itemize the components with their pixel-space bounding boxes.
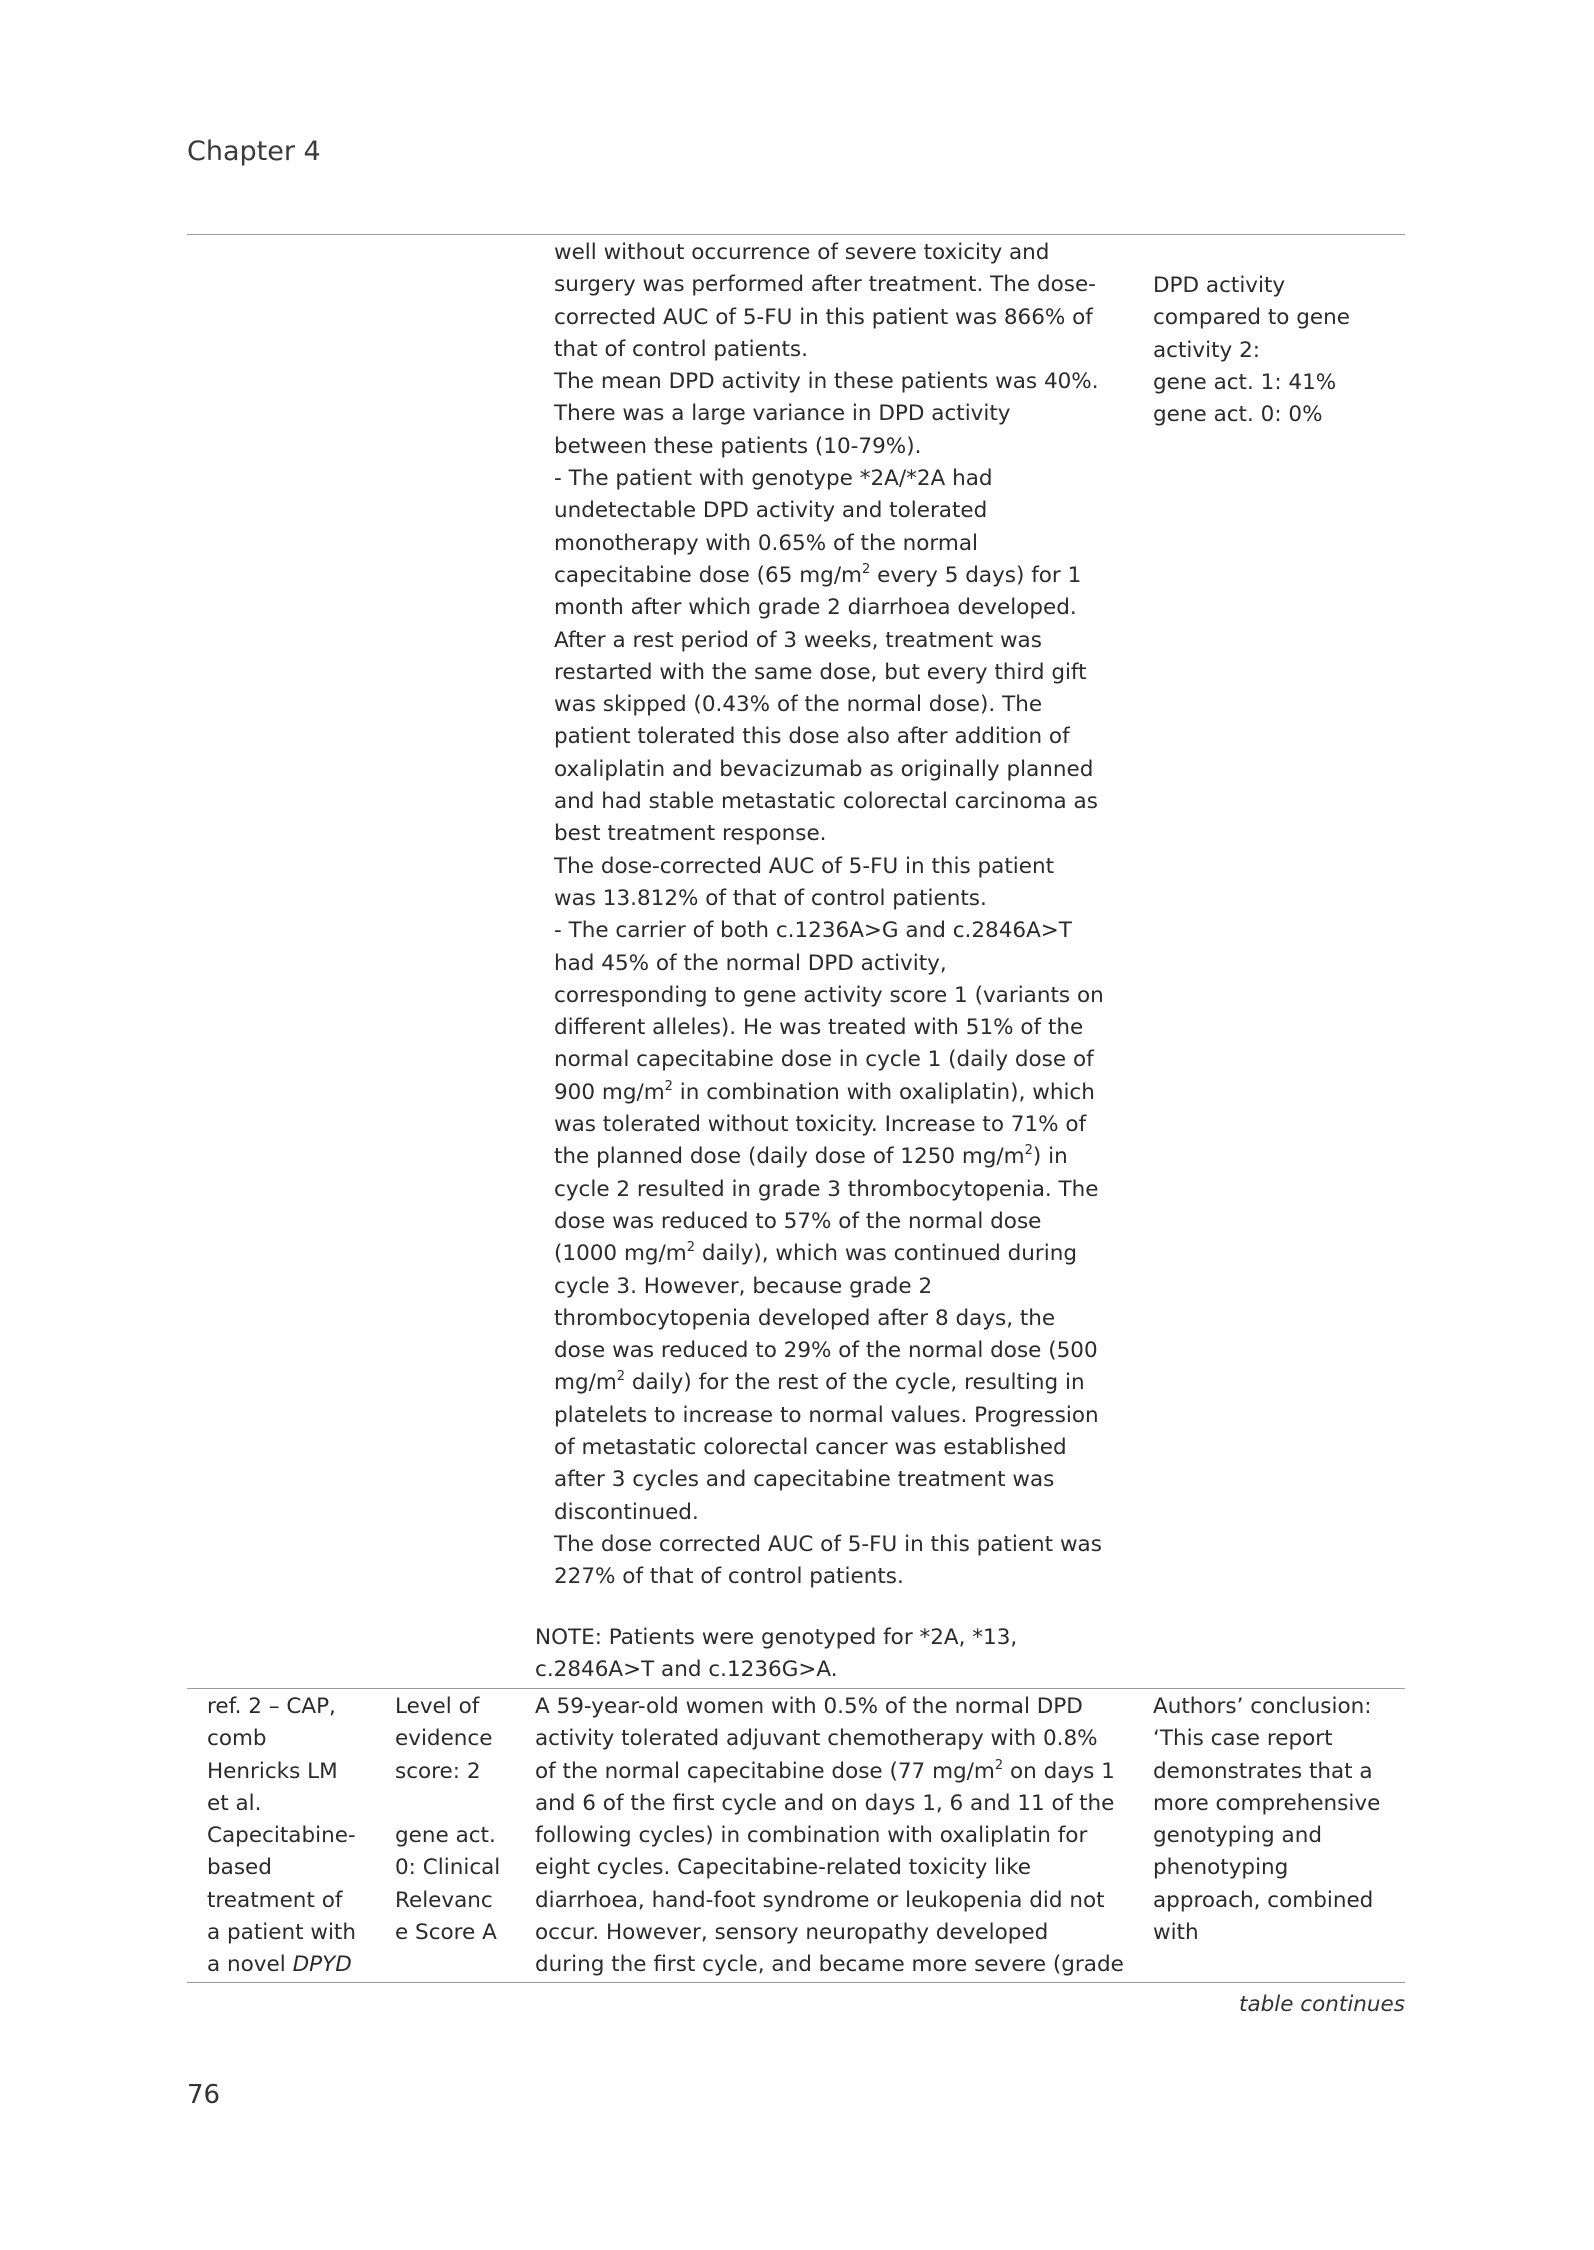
text-line: $mg/m^2$ daily) for the rest of the cycle, resulting in xyxy=(554,1369,1085,1396)
text-line: after 3 cycles and capecitabine treatment was xyxy=(554,1467,1055,1493)
text-line: month after which grade 2 diarrhoea developed. xyxy=(554,595,1077,621)
text-line: 227% of that of control patients. xyxy=(554,1564,904,1590)
text-line: Henricks LM xyxy=(207,1758,338,1784)
text-line: activity tolerated adjuvant chemotherapy with 0.8% xyxy=(535,1726,1098,1752)
text-line: comb xyxy=(207,1726,267,1752)
text-line: a patient with xyxy=(207,1920,356,1946)
text-line: of the normal capecitabine dose (77 $mg/m^2$ on days 1 xyxy=(535,1757,1115,1784)
text-line: patient tolerated this dose also after addition of xyxy=(554,724,1070,750)
text-line: and 6 of the first cycle and on days 1, 6 and 11 of the xyxy=(535,1790,1115,1816)
text-line: following cycles) in combination with oxaliplatin for xyxy=(535,1823,1088,1849)
text-line: discontinued. xyxy=(554,1499,699,1525)
text-line: capecitabine dose (65 $mg/m^2$ every 5 days) for 1 xyxy=(554,561,1082,588)
text-line: approach, combined xyxy=(1153,1887,1374,1913)
text-line: was skipped (0.43% of the normal dose). The xyxy=(554,692,1043,718)
row2-reference xyxy=(207,1691,356,1982)
text-line: - The patient with genotype *2A/*2A had xyxy=(554,466,993,492)
text-line: cycle 2 resulted in grade 3 thrombocytopenia. The xyxy=(554,1176,1099,1202)
text-line: gene act. 1: 41% xyxy=(1153,369,1337,395)
text-line: After a rest period of 3 weeks, treatment was xyxy=(554,627,1042,653)
row1-note xyxy=(535,1622,1017,1687)
text-line: was tolerated without toxicity. Increase to 71% of xyxy=(554,1112,1087,1138)
text-line: gene act. 0: 0% xyxy=(1153,402,1323,428)
text-line: based xyxy=(207,1855,272,1881)
page-number: 76 xyxy=(187,2080,221,2110)
text-line: A 59-year-old women with 0.5% of the normal DPD xyxy=(535,1694,1083,1719)
text-line: undetectable DPD activity and tolerated xyxy=(554,498,988,524)
text-line: - The carrier of both c.1236A>G and c.2846A>T xyxy=(554,918,1072,944)
row-divider-rule xyxy=(187,1688,1405,1689)
text-line: with xyxy=(1153,1920,1199,1946)
text-line: Capecitabine- xyxy=(207,1823,356,1849)
text-line: different alleles). He was treated with 51% of the xyxy=(554,1015,1084,1041)
text-line: well without occurrence of severe toxicity and xyxy=(554,240,1050,265)
text-line: platelets to increase to normal values. Progression xyxy=(554,1402,1099,1428)
text-line: ref. 2 – CAP, xyxy=(207,1694,336,1719)
text-line: activity 2: xyxy=(1153,337,1261,363)
table-top-rule xyxy=(187,234,1405,235)
text-line: oxaliplatin and bevacizumab as originally planned xyxy=(554,756,1094,782)
text-line: (1000 $mg/m^2$ daily), which was continued during xyxy=(554,1240,1077,1267)
text-line: Authors’ conclusion: xyxy=(1153,1694,1372,1719)
text-line: diarrhoea, hand-foot syndrome or leukopenia did not xyxy=(535,1887,1105,1913)
text-line: e Score A xyxy=(395,1920,497,1946)
text-line: et al. xyxy=(207,1790,262,1816)
text-line: the planned dose (daily dose of 1250 $mg/m^2$) in xyxy=(554,1143,1068,1170)
text-line: of metastatic colorectal cancer was established xyxy=(554,1434,1067,1460)
text-line: treatment of xyxy=(207,1887,343,1913)
text-line: surgery was performed after treatment. The dose- xyxy=(554,272,1096,298)
text-line: The dose corrected AUC of 5-FU in this patient was xyxy=(554,1531,1102,1557)
text-line: genotyping and xyxy=(1153,1823,1322,1849)
text-line: between these patients (10-79%). xyxy=(554,433,922,459)
row2-conclusion xyxy=(1153,1691,1380,1949)
text-line: DPD activity xyxy=(1153,273,1286,298)
text-line: Relevanc xyxy=(395,1887,493,1913)
text-line: There was a large variance in DPD activity xyxy=(554,401,1011,427)
chapter-title: Chapter 4 xyxy=(187,136,321,167)
text-line: compared to gene xyxy=(1153,305,1350,331)
text-line: dose was reduced to 29% of the normal dose (500 xyxy=(554,1338,1098,1364)
row2-description xyxy=(535,1691,1124,1982)
row2-evidence xyxy=(395,1691,500,1949)
text-line: corresponding to gene activity score 1 (variants on xyxy=(554,982,1104,1008)
text-line: The dose-corrected AUC of 5-FU in this patient xyxy=(554,853,1055,879)
text-line: dose was reduced to 57% of the normal dose xyxy=(554,1208,1042,1234)
text-line: had 45% of the normal DPD activity, xyxy=(554,950,947,976)
text-line: demonstrates that a xyxy=(1153,1758,1373,1784)
text-line: c.2846A>T and c.1236G>A. xyxy=(535,1657,838,1683)
text-line: score: 2 xyxy=(395,1758,481,1784)
text-line: 0: Clinical xyxy=(395,1855,501,1881)
text-line: more comprehensive xyxy=(1153,1790,1381,1816)
text-line: Level of xyxy=(395,1694,480,1719)
text-line: phenotyping xyxy=(1153,1855,1289,1881)
text-line: The mean DPD activity in these patients was 40%. xyxy=(554,369,1099,395)
text-line: evidence xyxy=(395,1726,493,1752)
table-continues-label: table continues xyxy=(1239,1992,1405,2017)
text-line: best treatment response. xyxy=(554,821,827,847)
text-line: restarted with the same dose, but every third gift xyxy=(554,659,1087,685)
text-line: and had stable metastatic colorectal carcinoma as xyxy=(554,789,1098,815)
text-line: cycle 3. However, because grade 2 xyxy=(554,1273,933,1299)
text-line: NOTE: Patients were genotyped for *2A, *13, xyxy=(535,1625,1018,1650)
text-line: corrected AUC of 5-FU in this patient was 866% of xyxy=(554,304,1093,330)
text-line: that of control patients. xyxy=(554,336,808,362)
text-line xyxy=(395,1788,500,1820)
text-line: thrombocytopenia developed after 8 days, the xyxy=(554,1305,1056,1331)
text-line: occur. However, sensory neuropathy developed xyxy=(535,1920,1049,1946)
table-bottom-rule xyxy=(187,1982,1405,1983)
text-line: gene act. xyxy=(395,1823,496,1849)
text-line: was 13.812% of that of control patients. xyxy=(554,885,987,911)
text-line: ‘This case report xyxy=(1153,1726,1333,1752)
row1-conclusion xyxy=(1153,270,1350,431)
row1-description xyxy=(554,237,1104,1593)
text-line: eight cycles. Capecitabine-related toxicity like xyxy=(535,1855,1032,1881)
text-line: 900 $mg/m^2$ in combination with oxaliplatin), which xyxy=(554,1078,1095,1105)
text-line: during the first cycle, and became more severe (grade xyxy=(535,1952,1124,1978)
text-line: normal capecitabine dose in cycle 1 (daily dose of xyxy=(554,1047,1094,1073)
text-line: a novel DPYD xyxy=(207,1952,352,1978)
text-line: monotherapy with 0.65% of the normal xyxy=(554,530,978,556)
